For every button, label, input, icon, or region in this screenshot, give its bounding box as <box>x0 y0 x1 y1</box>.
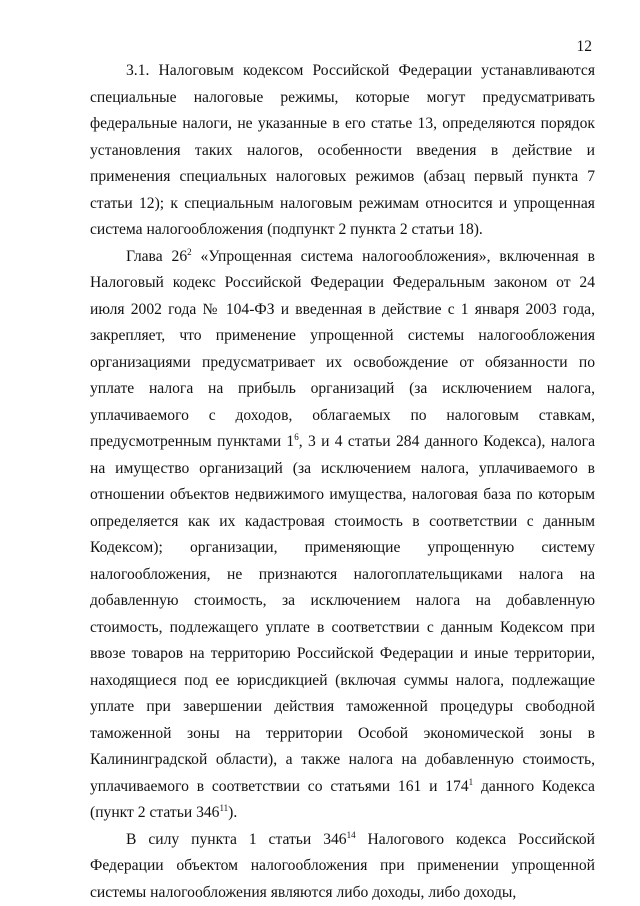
paragraph <box>90 827 595 906</box>
paragraph-text: Налогового кодекса Российской Федерации объектом налогообложения при применении упрощенной системы налогообложения являются либо доходы, либо доходы, <box>90 831 595 901</box>
paragraph-text: ). <box>228 804 237 821</box>
paragraph-text: В силу пункта 1 статьи 346 <box>126 831 347 848</box>
footnote-superscript: 14 <box>347 830 356 840</box>
paragraph-text: Глава 26 <box>126 248 187 265</box>
paragraph-text: 3.1. Налоговым кодексом Российской Федерации устанавливаются специальные налоговые режимы, которые могут предусматривать федеральные налоги, не указанные в его статье 13, определяются порядок установления таких налогов, особенности введения в действие и применения специальных налоговых режимов (абзац первый пункта 7 статьи 12); к специальным налоговым режимам относится и упрощенная система налогообложения (подпункт 2 пункта 2 статьи 18). <box>90 62 595 238</box>
paragraph <box>90 58 595 244</box>
page-number: 12 <box>577 38 593 56</box>
paragraph-text: данного Кодекса (пункт 2 статьи 346 <box>90 778 595 822</box>
paragraph-text: , 3 и 4 статьи 284 данного Кодекса), налога на имущество организаций (за исключением налога, уплачиваемого в отношении объектов недвижимого имущества, налоговая база по которым определяется как их кадастровая стоимость в соответствии с данным Кодексом); организации, применяющие упрощенную систему налогообложения, не признаются налогоплательщиками налога на добавленную стоимость, за исключением налога на добавленную стоимость, подлежащего уплате в соответствии с данным Кодексом при ввозе товаров на территорию Российской Федерации и иные территории, находящиеся под ее юрисдикцией (включая суммы налога, подлежащие уплате при завершении действия таможенной процедуры свободной таможенной зоны на территории Особой экономической зоны в Калининградской области), а также налога на добавленную стоимость, уплачиваемого в соответствии со статьями 161 и 174 <box>90 433 595 795</box>
footnote-superscript: 2 <box>187 247 192 257</box>
paragraph <box>90 244 595 827</box>
document-body <box>90 58 595 906</box>
footnote-superscript: 6 <box>294 432 299 442</box>
footnote-superscript: 1 <box>469 777 474 787</box>
paragraph-text: «Упрощенная система налогообложения», включенная в Налоговый кодекс Российской Федерации Федеральным законом от 24 июля 2002 года № 104-ФЗ и введенная в действие с 1 января 2003 года, закрепляет, что применение упрощенной системы налогообложения организациями предусматривает их освобождение от обязанности по уплате налога на прибыль организаций (за исключением налога, уплачиваемого с доходов, облагаемых по налоговым ставкам, предусмотренным пунктами 1 <box>90 248 595 451</box>
footnote-superscript: 11 <box>219 803 228 813</box>
